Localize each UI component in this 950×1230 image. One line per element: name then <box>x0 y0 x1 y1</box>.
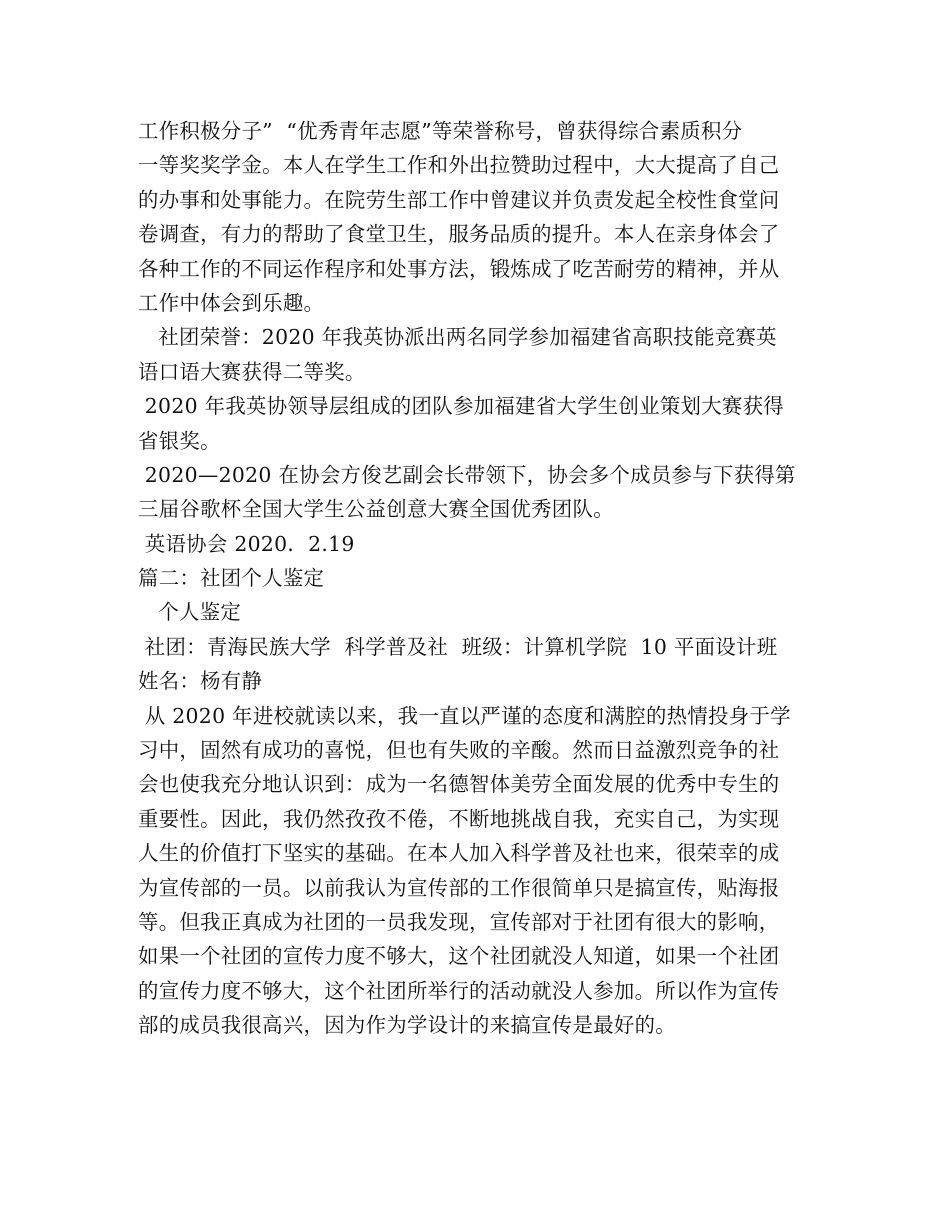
text-line: 部的成员我很高兴，因为作为学设计的来搞宣传是最好的。 <box>138 1013 676 1038</box>
text-line: 的宣传力度不够大，这个社团所举行的活动就没人参加。所以作为宣传 <box>138 978 780 1003</box>
text-line: 省银奖。 <box>138 428 221 453</box>
text-line: 一等奖奖学金。本人在学生工作和外出拉赞助过程中，大大提高了自己 <box>138 153 780 178</box>
text-line: 人生的价值打下坚实的基础。在本人加入科学普及社也来，很荣幸的成 <box>138 841 780 866</box>
text-line: 会也使我充分地认识到：成为一名德智体美劳全面发展的优秀中专生的 <box>138 772 780 797</box>
text-line: 各种工作的不同运作程序和处事方法，锻炼成了吃苦耐劳的精神，并从 <box>138 256 780 281</box>
text-line: 如果一个社团的宣传力度不够大，这个社团就没人知道，如果一个社团 <box>138 944 780 969</box>
text-line: 卷调查，有力的帮助了食堂卫生，服务品质的提升。本人在亲身体会了 <box>138 222 780 247</box>
text-line: 2020—2020 在协会方俊艺副会长带领下，协会多个成员参与下获得第 <box>138 462 796 487</box>
text-line: 为宣传部的一员。以前我认为宣传部的工作很简单只是搞宣传，贴海报 <box>138 875 780 900</box>
text-line: 工作积极分子” “优秀青年志愿”等荣誉称号，曾获得综合素质积分 <box>138 119 743 143</box>
text-line: 的办事和处事能力。在院劳生部工作中曾建议并负责发起全校性食堂问 <box>138 187 780 212</box>
text-line: 从 2020 年进校就读以来，我一直以严谨的态度和满腔的热情投身于学 <box>138 703 791 728</box>
text-line: 等。但我正真成为社团的一员我发现，宣传部对于社团有很大的影响， <box>138 909 780 934</box>
text-line: 2020 年我英协领导层组成的团队参加福建省大学生创业策划大赛获得 <box>138 394 784 419</box>
chapter-title: 篇二：社团个人鉴定 <box>138 566 325 591</box>
text-line: 重要性。因此，我仍然孜孜不倦，不断地挑战自我，充实自己，为实现 <box>138 806 780 831</box>
name-line: 姓名：杨有静 <box>138 669 263 694</box>
text-line: 语口语大赛获得二等奖。 <box>138 359 366 384</box>
text-line: 三届谷歌杯全国大学生公益创意大赛全国优秀团队。 <box>138 497 614 522</box>
signature-date-line: 英语协会 2020．2.19 <box>138 531 355 556</box>
section-heading-club-honors: 社团荣誉：2020 年我英协派出两名同学参加福建省高职技能竞赛英 <box>138 325 777 350</box>
section-title: 个人鉴定 <box>138 600 242 625</box>
text-line: 工作中体会到乐趣。 <box>138 290 325 315</box>
text-line: 习中，固然有成功的喜悦，但也有失败的辛酸。然而日益激烈竞争的社 <box>138 738 780 763</box>
club-class-info: 社团：青海民族大学 科学普及社 班级：计算机学院 10 平面设计班 <box>138 634 778 659</box>
document-body <box>138 114 818 1043</box>
